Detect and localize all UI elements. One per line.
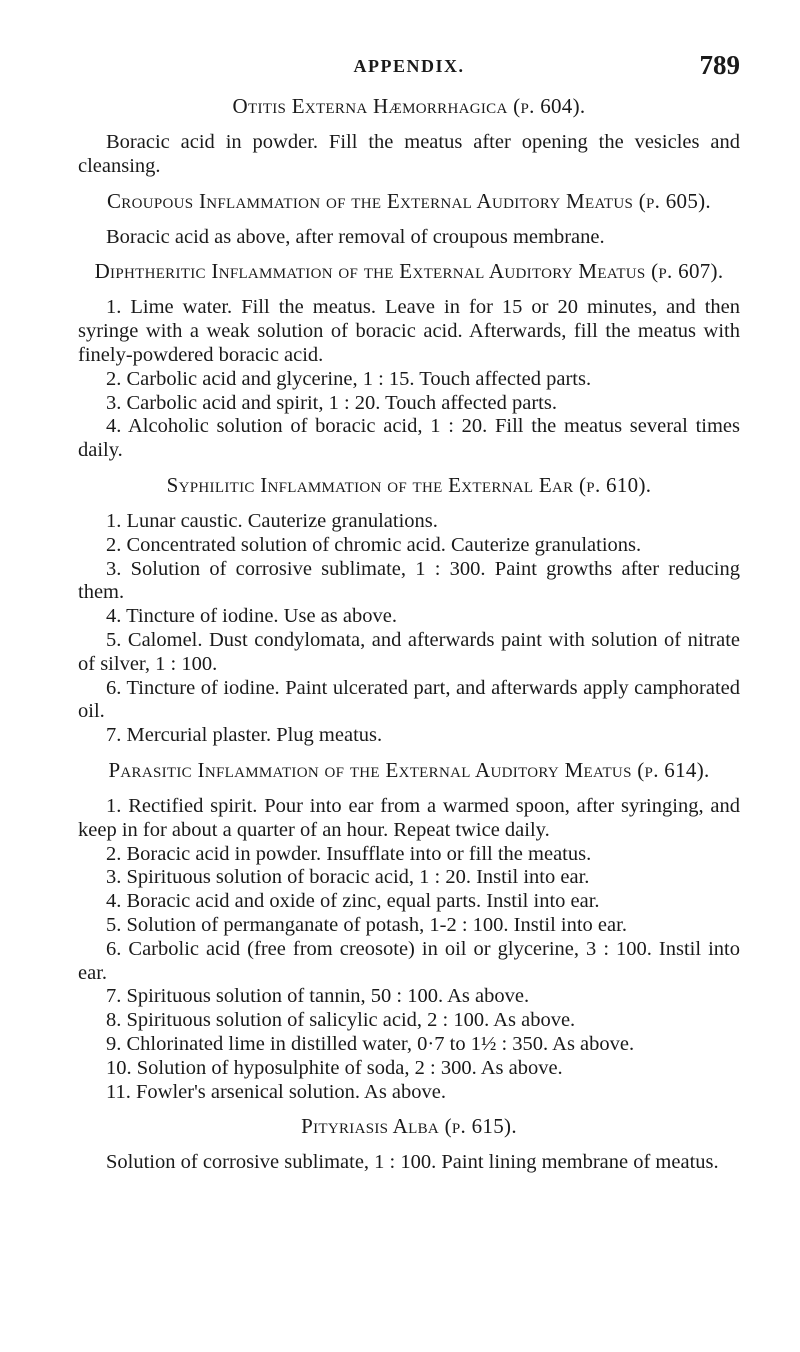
- section-pityriasis-alba: [78, 1114, 740, 1175]
- list-item: 7. Mercurial plaster. Plug meatus.: [106, 724, 383, 747]
- list-item: 6. Tincture of iodine. Paint ulcerated part, and afterwards apply camphorated oil.: [78, 676, 740, 723]
- list-item: 5. Calomel. Dust condylomata, and afterwards paint with solution of nitrate of silver, 1 : 100.: [78, 628, 740, 675]
- section-otitis-externa: [78, 94, 740, 179]
- list-item: 8. Spirituous solution of salicylic acid, 2 : 100. As above.: [106, 1009, 576, 1032]
- list-item: 3. Spirituous solution of boracic acid, 1 : 20. Instil into ear.: [106, 866, 590, 889]
- section-heading: Syphilitic Inflammation of the External Ear (p. 610).: [166, 472, 652, 497]
- section-diphtheritic-inflammation: [78, 259, 740, 463]
- list-item: 7. Spirituous solution of tannin, 50 : 100. As above.: [106, 985, 530, 1008]
- list-item: 1. Lunar caustic. Cauterize granulations.: [106, 509, 438, 532]
- running-head: [78, 50, 740, 84]
- section-croupous-inflammation: [78, 189, 740, 250]
- list-item: 2. Concentrated solution of chromic acid. Cauterize granulations.: [106, 533, 642, 556]
- section-heading: Pityriasis Alba (p. 615).: [301, 1114, 517, 1139]
- list-item: 1. Lime water. Fill the meatus. Leave in for 15 or 20 minutes, and then syringe with a weak solution of boracic acid. Afterwards, fill the meatus with finely-powdered boracic acid.: [78, 296, 740, 366]
- section-heading: Parasitic Inflammation of the External Auditory Meatus (p. 614).: [108, 757, 710, 782]
- paragraph: Boracic acid as above, after removal of croupous membrane.: [106, 225, 605, 248]
- list-item: 11. Fowler's arsenical solution. As above.: [106, 1080, 446, 1103]
- list-item: 4. Tincture of iodine. Use as above.: [106, 605, 397, 628]
- list-item: 4. Boracic acid and oxide of zinc, equal parts. Instil into ear.: [106, 890, 600, 913]
- section-parasitic-inflammation: [78, 758, 740, 1104]
- paragraph: Boracic acid in powder. Fill the meatus after opening the vesicles and cleansing.: [78, 131, 740, 177]
- page-number: 789: [699, 50, 740, 80]
- running-title: APPENDIX.: [353, 56, 465, 76]
- list-item: 1. Rectified spirit. Pour into ear from a warmed spoon, after syringing, and keep in for about a quarter of an hour. Repeat twice daily.: [78, 794, 740, 841]
- list-item: 2. Carbolic acid and glycerine, 1 : 15. Touch affected parts.: [106, 367, 592, 390]
- list-item: 3. Solution of corrosive sublimate, 1 : 300. Paint growths after reducing them.: [78, 557, 740, 604]
- list-item: 10. Solution of hyposulphite of soda, 2 : 300. As above.: [106, 1056, 563, 1079]
- list-item: 6. Carbolic acid (free from creosote) in oil or glycerine, 3 : 100. Instil into ear.: [78, 937, 740, 984]
- list-item: 4. Alcoholic solution of boracic acid, 1 : 20. Fill the meatus several times daily.: [78, 415, 740, 462]
- section-syphilitic-inflammation: [78, 473, 740, 748]
- list-item: 2. Boracic acid in powder. Insufflate into or fill the meatus.: [106, 842, 592, 865]
- paragraph: Solution of corrosive sublimate, 1 : 100. Paint lining membrane of meatus.: [106, 1151, 719, 1174]
- section-heading: Otitis Externa Hæmorrhagica (p. 604).: [232, 94, 586, 118]
- list-item: 9. Chlorinated lime in distilled water, 0·7 to 1½ : 350. As above.: [106, 1032, 635, 1055]
- section-heading: Croupous Inflammation of the External Auditory Meatus (p. 605).: [107, 188, 711, 213]
- list-item: 3. Carbolic acid and spirit, 1 : 20. Touch affected parts.: [106, 391, 557, 414]
- list-item: 5. Solution of permanganate of potash, 1-2 : 100. Instil into ear.: [106, 913, 627, 936]
- book-page: [78, 50, 740, 1179]
- section-heading: Diphtheritic Inflammation of the External Auditory Meatus (p. 607).: [94, 259, 724, 284]
